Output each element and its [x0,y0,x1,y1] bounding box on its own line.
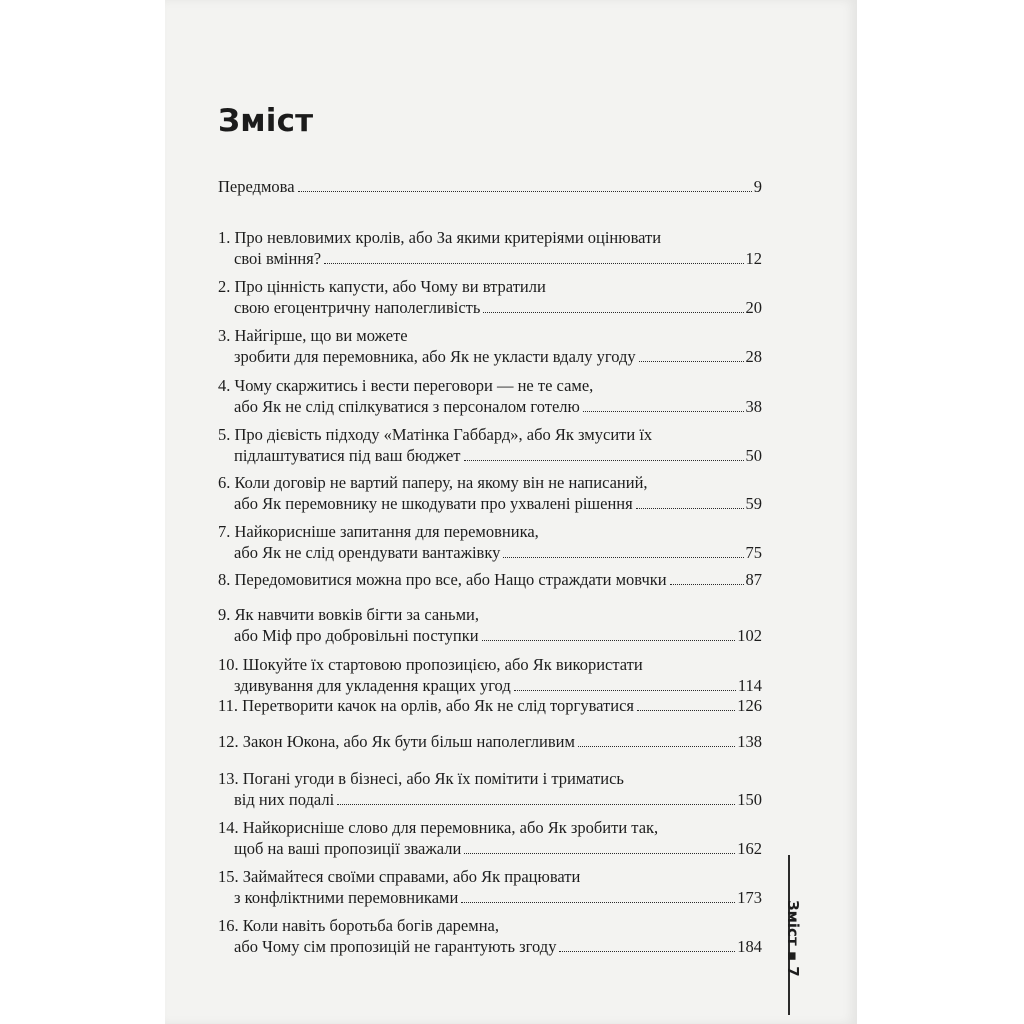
dot-leader [637,710,735,711]
toc-entry-title-line: 16. Коли навіть боротьба богів даремна, [218,916,499,935]
toc-entry [218,915,762,957]
toc-page-number: 126 [737,696,762,715]
toc-entry [218,731,762,752]
toc-entry-title-line: своі вміння? [234,249,322,268]
toc-entry-title-line: або Як не слід спілкуватися з персоналом готелю [234,397,580,416]
dot-leader [578,746,735,747]
dot-leader [670,584,744,585]
toc-entry-title-line: 4. Чому скаржитись і вести переговори — не те саме, [218,376,594,395]
toc-entry [218,604,762,646]
toc-entry-title-line: 9. Як навчити вовків бігти за саньми, [218,605,479,624]
toc-entry-title-line: 2. Про цінність капусти, або Чому ви втратили [218,277,546,296]
dot-leader [636,508,744,509]
dot-leader [639,361,744,362]
toc-entry-title-line: або Як не слід орендувати вантажівку [234,543,501,562]
toc-entry-title-line: 5. Про дієвість підходу «Матінка Габбард», або Як змусити їх [218,425,653,444]
dot-leader [503,557,743,558]
toc-page-number: 184 [737,937,762,956]
dot-leader [583,411,744,412]
toc-entry-title-line: 14. Найкорисніше слово для перемовника, або Як зробити так, [218,818,659,837]
toc-entry-title-line: з конфліктними перемовниками [234,888,459,907]
footer-separator: ▪ [784,950,802,962]
toc-entry-title-line: або Міф про добровільні поступки [234,626,479,645]
page-title: Зміст [218,102,314,139]
toc-page-number: 173 [737,888,762,907]
toc-entry [218,424,762,466]
toc-entry-title-line: зробити для перемовника, або Як не укласти вдалу угоду [234,347,636,366]
running-footer [784,900,802,977]
toc-page-number: 138 [737,732,762,751]
toc-page-number: 12 [745,249,762,268]
toc-page-number: 28 [745,347,762,366]
dot-leader [461,902,735,903]
toc-entry [218,227,762,269]
toc-page-number: 102 [737,626,762,645]
dot-leader [337,804,735,805]
toc-entry-title-line: щоб на ваші пропозиції зважали [234,839,462,858]
dot-leader [559,951,735,952]
toc-entry-title-line: від них подалі [234,790,335,809]
toc-entry-title-line: свою егоцентричну наполегливість [234,298,481,317]
toc-entry-title: Передмова [218,177,295,196]
toc-entry-title-line: підлаштуватися під ваш бюджет [234,446,461,465]
toc-entry-title-line: 6. Коли договір не вартий паперу, на якому він не написаний, [218,473,648,492]
toc-page-number: 59 [745,494,762,513]
toc-entry [218,768,762,810]
toc-entry-title-line: 7. Найкорисніше запитання для перемовника, [218,522,539,541]
toc-entry [218,521,762,563]
toc-page-number: 9 [753,177,762,196]
toc-page-number: 50 [745,446,762,465]
toc-entry [218,866,762,908]
toc-entry-title-line: 3. Найгірше, що ви можете [218,326,408,345]
dot-leader [483,312,743,313]
toc-page-number: 162 [737,839,762,858]
toc-entry-title-line: 15. Займайтеся своїми справами, або Як працювати [218,867,581,886]
toc-entry [218,375,762,417]
toc-entry-title-line: 1. Про невловимих кролів, або За якими критеріями оцінювати [218,228,662,247]
toc-page-number: 38 [745,397,762,416]
toc-entry [218,695,762,716]
dot-leader [324,263,743,264]
toc-page-number: 20 [745,298,762,317]
footer-page-number: 7 [784,966,802,977]
toc-entry [218,817,762,859]
toc-entry-title-line: або Як перемовнику не шкодувати про ухвалені рішення [234,494,633,513]
dot-leader [514,690,736,691]
toc-page-number: 114 [737,676,762,695]
toc-entry [218,325,762,367]
toc-entry [218,654,762,696]
toc-entry-preface [218,176,762,197]
dot-leader [464,853,735,854]
toc-entry [218,276,762,318]
toc-entry [218,569,762,590]
toc-entry-title-line: 10. Шокуйте їх стартовою пропозицією, або Як використати [218,655,643,674]
toc-page-number: 150 [737,790,762,809]
toc-entry-title-line: здивування для укладення кращих угод [234,676,511,695]
toc-entry-title-line: 12. Закон Юкона, або Як бути більш наполегливим [218,732,575,751]
dot-leader [298,191,752,192]
toc-page-number: 75 [745,543,762,562]
toc-page-number: 87 [745,570,762,589]
toc-entry-title-line: або Чому сім пропозицій не гарантують згоду [234,937,557,956]
table-of-contents [218,0,762,1024]
dot-leader [464,460,744,461]
dot-leader [482,640,736,641]
footer-section: Зміст [784,900,802,946]
toc-entry-title-line: 11. Перетворити качок на орлів, або Як не слід торгуватися [218,696,634,715]
toc-entry-title-line: 8. Передомовитися можна про все, або Нащо страждати мовчки [218,570,667,589]
toc-entry [218,472,762,514]
toc-entry-title-line: 13. Погані угоди в бізнесі, або Як їх помітити і триматись [218,769,624,788]
